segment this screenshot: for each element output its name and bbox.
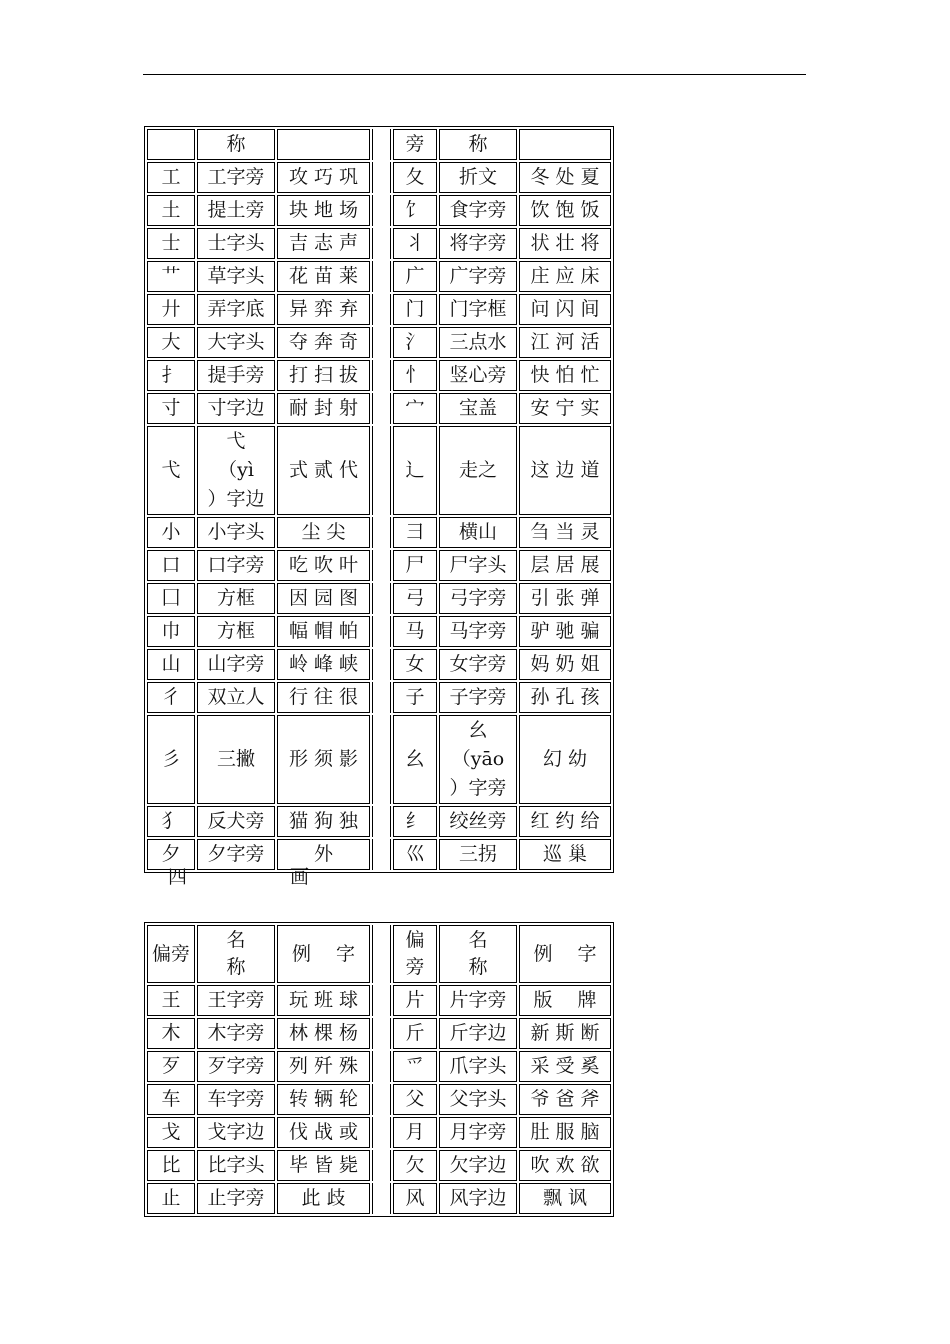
column-gap xyxy=(372,715,391,804)
radicals-table-four-strokes xyxy=(144,922,614,1217)
radical-name-cell: 三拐 xyxy=(439,839,517,870)
section-heading-part1: 四 xyxy=(168,866,188,888)
radical-name-cell: 尸字头 xyxy=(439,550,517,581)
example-chars-cell: 花 苗 莱 xyxy=(277,261,370,292)
example-chars-cell: 行 往 很 xyxy=(277,682,370,713)
example-chars-cell: 孙 孔 孩 xyxy=(519,682,611,713)
radical-cell: 巾 xyxy=(147,616,195,647)
radical-cell: 纟 xyxy=(393,806,437,837)
column-gap xyxy=(372,1084,391,1115)
table-row xyxy=(147,517,611,548)
table-row xyxy=(147,550,611,581)
radical-cell: 尸 xyxy=(393,550,437,581)
example-chars-cell: 爷 爸 斧 xyxy=(519,1084,611,1115)
radical-name-cell: 折文 xyxy=(439,162,517,193)
radical-name-cell: 将字旁 xyxy=(439,228,517,259)
radical-cell: 片 xyxy=(393,985,437,1016)
example-chars-cell: 这 边 道 xyxy=(519,426,611,515)
column-gap xyxy=(372,162,391,193)
header-cell xyxy=(147,129,195,160)
radical-cell: 斤 xyxy=(393,1018,437,1049)
radical-name-cell: 门字框 xyxy=(439,294,517,325)
radical-cell: 巛 xyxy=(393,839,437,870)
example-chars-cell: 吹 欢 欲 xyxy=(519,1150,611,1181)
radical-name-cell: 三点水 xyxy=(439,327,517,358)
example-chars-cell: 形 须 影 xyxy=(277,715,370,804)
radical-cell: 山 xyxy=(147,649,195,680)
radical-cell: 饣 xyxy=(393,195,437,226)
radical-name-cell: 宝盖 xyxy=(439,393,517,424)
radical-cell: 广 xyxy=(393,261,437,292)
radical-cell: 比 xyxy=(147,1150,195,1181)
radical-name-cell: 寸字边 xyxy=(197,393,275,424)
radical-name-cell: 弄字底 xyxy=(197,294,275,325)
radical-name-cell: 子字旁 xyxy=(439,682,517,713)
example-chars-cell: 毕 皆 毙 xyxy=(277,1150,370,1181)
radical-cell: 歹 xyxy=(147,1051,195,1082)
table-row xyxy=(147,1018,611,1049)
radical-cell: 辶 xyxy=(393,426,437,515)
radical-cell: 忄 xyxy=(393,360,437,391)
example-chars-cell: 江 河 活 xyxy=(519,327,611,358)
radical-cell: 彡 xyxy=(147,715,195,804)
example-chars-cell: 转 辆 轮 xyxy=(277,1084,370,1115)
column-gap xyxy=(372,426,391,515)
example-chars-cell: 庄 应 床 xyxy=(519,261,611,292)
radical-cell: 弓 xyxy=(393,583,437,614)
example-chars-cell: 块 地 场 xyxy=(277,195,370,226)
radical-cell: 女 xyxy=(393,649,437,680)
radical-name-cell: 横山 xyxy=(439,517,517,548)
example-chars-cell: 新 斯 断 xyxy=(519,1018,611,1049)
example-chars-cell: 玩 班 球 xyxy=(277,985,370,1016)
example-chars-cell: 安 宁 实 xyxy=(519,393,611,424)
radical-cell: 艹 xyxy=(147,261,195,292)
column-gap xyxy=(372,682,391,713)
radical-cell: 止 xyxy=(147,1183,195,1214)
radical-name-cell: 绞丝旁 xyxy=(439,806,517,837)
example-chars-cell: 式 贰 代 xyxy=(277,426,370,515)
radical-cell: 工 xyxy=(147,162,195,193)
section-heading-part2: 画 xyxy=(290,866,310,888)
example-chars-cell: 问 闪 间 xyxy=(519,294,611,325)
example-chars-cell: 刍 当 灵 xyxy=(519,517,611,548)
radical-cell: 马 xyxy=(393,616,437,647)
header-cell: 例 字 xyxy=(519,925,611,983)
column-gap xyxy=(372,294,391,325)
radical-name-cell: 木字旁 xyxy=(197,1018,275,1049)
column-gap xyxy=(372,806,391,837)
radical-name-cell: 士字头 xyxy=(197,228,275,259)
example-chars-cell: 引 张 弹 xyxy=(519,583,611,614)
radical-cell: 土 xyxy=(147,195,195,226)
column-gap xyxy=(372,261,391,292)
table-row xyxy=(147,1183,611,1214)
radicals-table-three-strokes xyxy=(144,126,614,873)
table-row xyxy=(147,1117,611,1148)
table-row xyxy=(147,294,611,325)
column-gap xyxy=(372,985,391,1016)
header-cell: 名 称 xyxy=(439,925,517,983)
radical-name-cell: 夕字旁 xyxy=(197,839,275,870)
radical-name-cell: 食字旁 xyxy=(439,195,517,226)
column-gap xyxy=(372,583,391,614)
header-cell: 偏 旁 xyxy=(393,925,437,983)
radical-name-cell: 大字头 xyxy=(197,327,275,358)
radical-cell: 幺 xyxy=(393,715,437,804)
table-row xyxy=(147,806,611,837)
radical-cell: 氵 xyxy=(393,327,437,358)
radical-cell: 大 xyxy=(147,327,195,358)
example-chars-cell: 外 xyxy=(277,839,370,870)
radical-name-cell: 反犬旁 xyxy=(197,806,275,837)
table-row xyxy=(147,261,611,292)
table-row xyxy=(147,1150,611,1181)
header-cell: 偏旁 xyxy=(147,925,195,983)
radical-name-cell: 戈字边 xyxy=(197,1117,275,1148)
radical-name-cell: 弋 （yì ）字边 xyxy=(197,426,275,515)
table-row xyxy=(147,228,611,259)
example-chars-cell: 飘 讽 xyxy=(519,1183,611,1214)
radical-cell: 欠 xyxy=(393,1150,437,1181)
example-chars-cell: 吃 吹 叶 xyxy=(277,550,370,581)
column-gap xyxy=(372,839,391,870)
table-row xyxy=(147,715,611,804)
radical-cell: 弋 xyxy=(147,426,195,515)
header-cell: 称 xyxy=(439,129,517,160)
radical-name-cell: 风字边 xyxy=(439,1183,517,1214)
radical-cell: 风 xyxy=(393,1183,437,1214)
example-chars-cell: 红 约 给 xyxy=(519,806,611,837)
column-gap xyxy=(372,1183,391,1214)
radical-name-cell: 竖心旁 xyxy=(439,360,517,391)
radical-cell: 门 xyxy=(393,294,437,325)
radical-name-cell: 双立人 xyxy=(197,682,275,713)
column-gap xyxy=(372,616,391,647)
example-chars-cell: 攻 巧 巩 xyxy=(277,162,370,193)
header-cell: 例 字 xyxy=(277,925,370,983)
example-chars-cell: 吉 志 声 xyxy=(277,228,370,259)
radical-name-cell: 车字旁 xyxy=(197,1084,275,1115)
radical-name-cell: 比字头 xyxy=(197,1150,275,1181)
radical-name-cell: 父字头 xyxy=(439,1084,517,1115)
radical-cell: 囗 xyxy=(147,583,195,614)
table-row xyxy=(147,1051,611,1082)
column-gap xyxy=(372,327,391,358)
example-chars-cell: 因 园 图 xyxy=(277,583,370,614)
radical-name-cell: 斤字边 xyxy=(439,1018,517,1049)
radical-cell: 彳 xyxy=(147,682,195,713)
column-gap xyxy=(372,228,391,259)
example-chars-cell: 列 歼 殊 xyxy=(277,1051,370,1082)
header-cell: 名 称 xyxy=(197,925,275,983)
header-cell xyxy=(519,129,611,160)
header-rule xyxy=(143,74,806,75)
example-chars-cell: 巡 巢 xyxy=(519,839,611,870)
table-row xyxy=(147,616,611,647)
radical-name-cell: 提手旁 xyxy=(197,360,275,391)
example-chars-cell: 打 扫 拔 xyxy=(277,360,370,391)
example-chars-cell: 版 牌 xyxy=(519,985,611,1016)
radical-cell: 月 xyxy=(393,1117,437,1148)
header-cell xyxy=(277,129,370,160)
table-header-row xyxy=(147,925,611,983)
example-chars-cell: 采 受 奚 xyxy=(519,1051,611,1082)
table-row xyxy=(147,583,611,614)
radical-cell: 小 xyxy=(147,517,195,548)
radical-cell: 戈 xyxy=(147,1117,195,1148)
radical-name-cell: 马字旁 xyxy=(439,616,517,647)
radical-name-cell: 月字旁 xyxy=(439,1117,517,1148)
radical-cell: 士 xyxy=(147,228,195,259)
column-gap xyxy=(372,1117,391,1148)
column-gap xyxy=(372,360,391,391)
radical-name-cell: 小字头 xyxy=(197,517,275,548)
column-gap xyxy=(372,925,391,983)
example-chars-cell: 岭 峰 峡 xyxy=(277,649,370,680)
radical-cell: 夕 xyxy=(147,839,195,870)
radical-cell: 夂 xyxy=(393,162,437,193)
column-gap xyxy=(372,550,391,581)
table-row xyxy=(147,985,611,1016)
radical-name-cell: 王字旁 xyxy=(197,985,275,1016)
column-gap xyxy=(372,1150,391,1181)
radical-cell: 王 xyxy=(147,985,195,1016)
table-row xyxy=(147,1084,611,1115)
example-chars-cell: 幻 幼 xyxy=(519,715,611,804)
radical-name-cell: 草字头 xyxy=(197,261,275,292)
table-row xyxy=(147,195,611,226)
radical-cell: 父 xyxy=(393,1084,437,1115)
radical-name-cell: 止字旁 xyxy=(197,1183,275,1214)
radical-cell: 爫 xyxy=(393,1051,437,1082)
radical-cell: 木 xyxy=(147,1018,195,1049)
radical-cell: 彐 xyxy=(393,517,437,548)
radical-name-cell: 三撇 xyxy=(197,715,275,804)
example-chars-cell: 状 壮 将 xyxy=(519,228,611,259)
column-gap xyxy=(372,649,391,680)
radical-name-cell: 广字旁 xyxy=(439,261,517,292)
table-row xyxy=(147,682,611,713)
radical-cell: 廾 xyxy=(147,294,195,325)
column-gap xyxy=(372,517,391,548)
radical-name-cell: 方框 xyxy=(197,583,275,614)
table-row xyxy=(147,162,611,193)
example-chars-cell: 夺 奔 奇 xyxy=(277,327,370,358)
table-row xyxy=(147,839,611,870)
example-chars-cell: 伐 战 或 xyxy=(277,1117,370,1148)
radical-name-cell: 片字旁 xyxy=(439,985,517,1016)
column-gap xyxy=(372,195,391,226)
example-chars-cell: 猫 狗 独 xyxy=(277,806,370,837)
example-chars-cell: 尘 尖 xyxy=(277,517,370,548)
radical-name-cell: 工字旁 xyxy=(197,162,275,193)
table-header-row xyxy=(147,129,611,160)
radical-cell: 丬 xyxy=(393,228,437,259)
radical-name-cell: 幺 （yāo ）字旁 xyxy=(439,715,517,804)
column-gap xyxy=(372,129,391,160)
example-chars-cell: 层 居 展 xyxy=(519,550,611,581)
radical-cell: 寸 xyxy=(147,393,195,424)
radical-cell: 口 xyxy=(147,550,195,581)
radical-cell: 车 xyxy=(147,1084,195,1115)
table-row xyxy=(147,649,611,680)
example-chars-cell: 耐 封 射 xyxy=(277,393,370,424)
header-cell: 称 xyxy=(197,129,275,160)
example-chars-cell: 驴 驰 骗 xyxy=(519,616,611,647)
example-chars-cell: 此 歧 xyxy=(277,1183,370,1214)
table-row xyxy=(147,426,611,515)
radical-cell: 宀 xyxy=(393,393,437,424)
example-chars-cell: 冬 处 夏 xyxy=(519,162,611,193)
column-gap xyxy=(372,1051,391,1082)
radical-name-cell: 爪字头 xyxy=(439,1051,517,1082)
radical-name-cell: 方框 xyxy=(197,616,275,647)
table-row xyxy=(147,327,611,358)
radical-cell: 子 xyxy=(393,682,437,713)
column-gap xyxy=(372,393,391,424)
example-chars-cell: 饮 饱 饭 xyxy=(519,195,611,226)
radical-name-cell: 弓字旁 xyxy=(439,583,517,614)
radical-name-cell: 走之 xyxy=(439,426,517,515)
radical-name-cell: 口字旁 xyxy=(197,550,275,581)
example-chars-cell: 幅 帽 帕 xyxy=(277,616,370,647)
table-row xyxy=(147,393,611,424)
radical-cell: 扌 xyxy=(147,360,195,391)
radical-name-cell: 女字旁 xyxy=(439,649,517,680)
header-cell: 旁 xyxy=(393,129,437,160)
radical-name-cell: 山字旁 xyxy=(197,649,275,680)
example-chars-cell: 快 怕 忙 xyxy=(519,360,611,391)
column-gap xyxy=(372,1018,391,1049)
example-chars-cell: 林 棵 杨 xyxy=(277,1018,370,1049)
radical-name-cell: 歹字旁 xyxy=(197,1051,275,1082)
example-chars-cell: 妈 奶 姐 xyxy=(519,649,611,680)
table-row xyxy=(147,360,611,391)
radical-cell: 犭 xyxy=(147,806,195,837)
example-chars-cell: 异 弈 弃 xyxy=(277,294,370,325)
example-chars-cell: 肚 服 脑 xyxy=(519,1117,611,1148)
radical-name-cell: 欠字边 xyxy=(439,1150,517,1181)
radical-name-cell: 提土旁 xyxy=(197,195,275,226)
